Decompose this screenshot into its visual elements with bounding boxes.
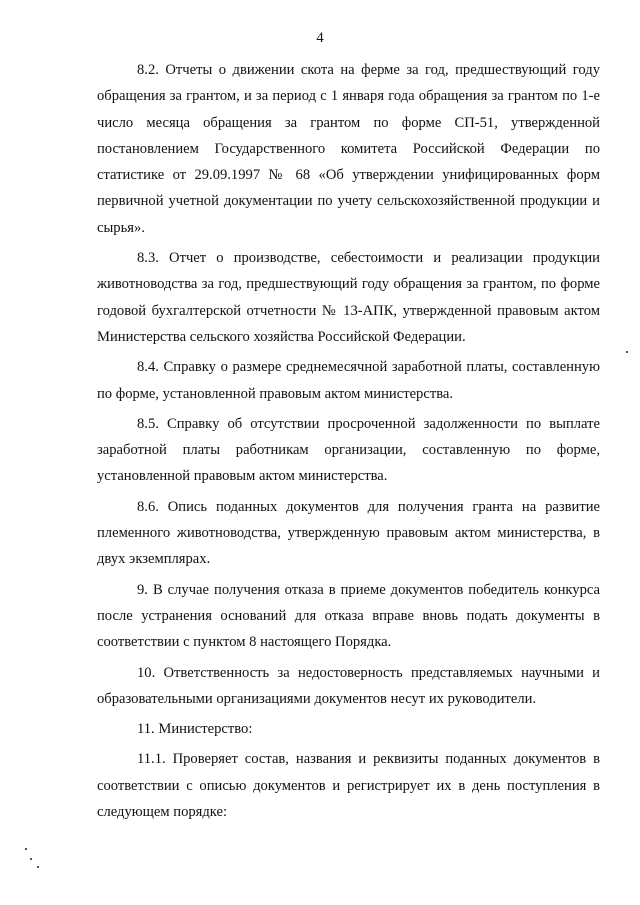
paragraph-8-4: 8.4. Справку о размере среднемесячной заработной платы, составленную по форме, установленной правовым актом министерства. [97, 359, 600, 402]
scan-speck [626, 351, 628, 353]
paragraph-8-2: 8.2. Отчеты о движении скота на ферме за год, предшествующий году обращения за грантом, и за период с 1 января года обращения за грантом по 1-е число месяца обращения за грантом по форме СП-51, утвержденной постановлением Государственного комитета Российской Федерации по статистике от 29.09.1997 № 68 «Об утверждении унифицированных форм первичной учетной документации по учету сельскохозяйственной продукции и сырья». [97, 62, 600, 236]
paragraph-8-5: 8.5. Справку об отсутствии просроченной задолженности по выплате заработной платы работникам организации, составленную по форме, установленной правовым актом министерства. [97, 415, 600, 485]
paragraph-10: 10. Ответственность за недостоверность представляемых научными и образовательными организациями документов несут их руководители. [97, 664, 600, 707]
scan-speck [37, 866, 39, 868]
paragraph-11-1: 11.1. Проверяет состав, названия и реквизиты поданных документов в соответствии с описью документов и регистрирует их в день поступления в следующем порядке: [97, 751, 600, 821]
paragraph-8-6: 8.6. Опись поданных документов для получения гранта на развитие племенного животноводства, утвержденную правовым актом министерства, в двух экземплярах. [97, 498, 600, 568]
paragraph-8-3: 8.3. Отчет о производстве, себестоимости и реализации продукции животноводства за год, предшествующий году обращения за грантом, по форме годовой бухгалтерской отчетности № 13-АПК, утвержденной правовым актом Министерства сельского хозяйства Российской Федерации. [97, 250, 600, 345]
paragraph-11: 11. Министерство: [137, 721, 253, 738]
scan-speck [30, 858, 32, 860]
page-number: 4 [316, 30, 324, 46]
scan-speck [25, 848, 27, 850]
document-body [97, 57, 600, 825]
paragraph-9: 9. В случае получения отказа в приеме документов победитель конкурса после устранения оснований для отказа вправе вновь подать документы в соответствии с пунктом 8 настоящего Порядка. [97, 581, 600, 651]
